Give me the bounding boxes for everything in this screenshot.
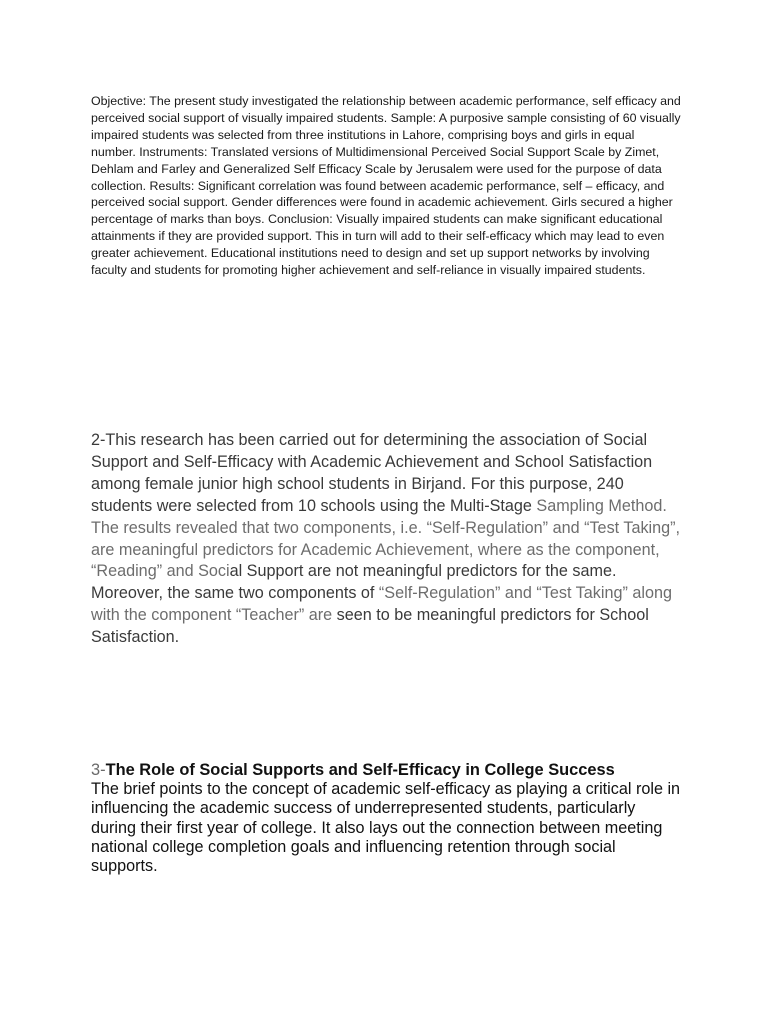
section-3-heading bbox=[91, 759, 681, 781]
section-3 bbox=[91, 759, 681, 876]
section-3-body: The brief points to the concept of academic self-efficacy as playing a critical role in influencing the academic success of underrepresented students, particularly during their first year of college. It also lays out the connection between meeting national college completion goals and influencing retention through social supports. bbox=[91, 780, 681, 876]
abstract-paragraph-2 bbox=[91, 430, 681, 649]
abstract-paragraph-1: Objective: The present study investigated the relationship between academic performance, self efficacy and perceived social support of visually impaired students. Sample: A purposive sample consisting of 60 visually impaired students was selected from three institutions in Lahore, comprising boys and girls in equal number. Instruments: Translated versions of Multidimensional Perceived Social Support Scale by Zimet, Dehlam and Farley and Generalized Self Efficacy Scale by Jerusalem were used for the purpose of data collection. Results: Significant correlation was found between academic performance, self – efficacy, and perceived social support. Gender differences were found in academic achievement. Girls secured a higher percentage of marks than boys. Conclusion: Visually impaired students can make significant educational attainments if they are provided support. This in turn will add to their self-efficacy which may lead to even greater achievement. Educational institutions need to design and set up support networks by involving faculty and students for promoting higher achievement and self-reliance in visually impaired students. bbox=[91, 94, 681, 278]
paragraph-2-text-dark-b: al Support are not meaningful predictors for the same. Moreover, the same two components of bbox=[91, 562, 617, 603]
section-3-title: The Role of Social Supports and Self-Efficacy in College Success bbox=[105, 761, 615, 779]
paragraph-2-text-light-b: “Self-Regulation” and “Test Taking” along with the component “Teacher” are bbox=[91, 584, 672, 625]
section-3-number: 3- bbox=[91, 761, 106, 779]
paragraph-2-text-light-a: Sampling Method. The results revealed that two components, i.e. “Self-Regulation” and “Test Taking”, are meaningful predictors for Academic Achievement, where as the component, “Reading” and Soci bbox=[91, 496, 681, 581]
paragraph-2-text-dark-c: seen to be meaningful predictors for School Satisfaction. bbox=[91, 606, 649, 647]
paragraph-2-text-dark-a: 2-This research has been carried out for determining the association of Social Support and Self-Efficacy with Academic Achievement and School Satisfaction among female junior high school students in Birjand. For this purpose, 240 students were selected from 10 schools using the Multi-Stage bbox=[91, 431, 653, 515]
